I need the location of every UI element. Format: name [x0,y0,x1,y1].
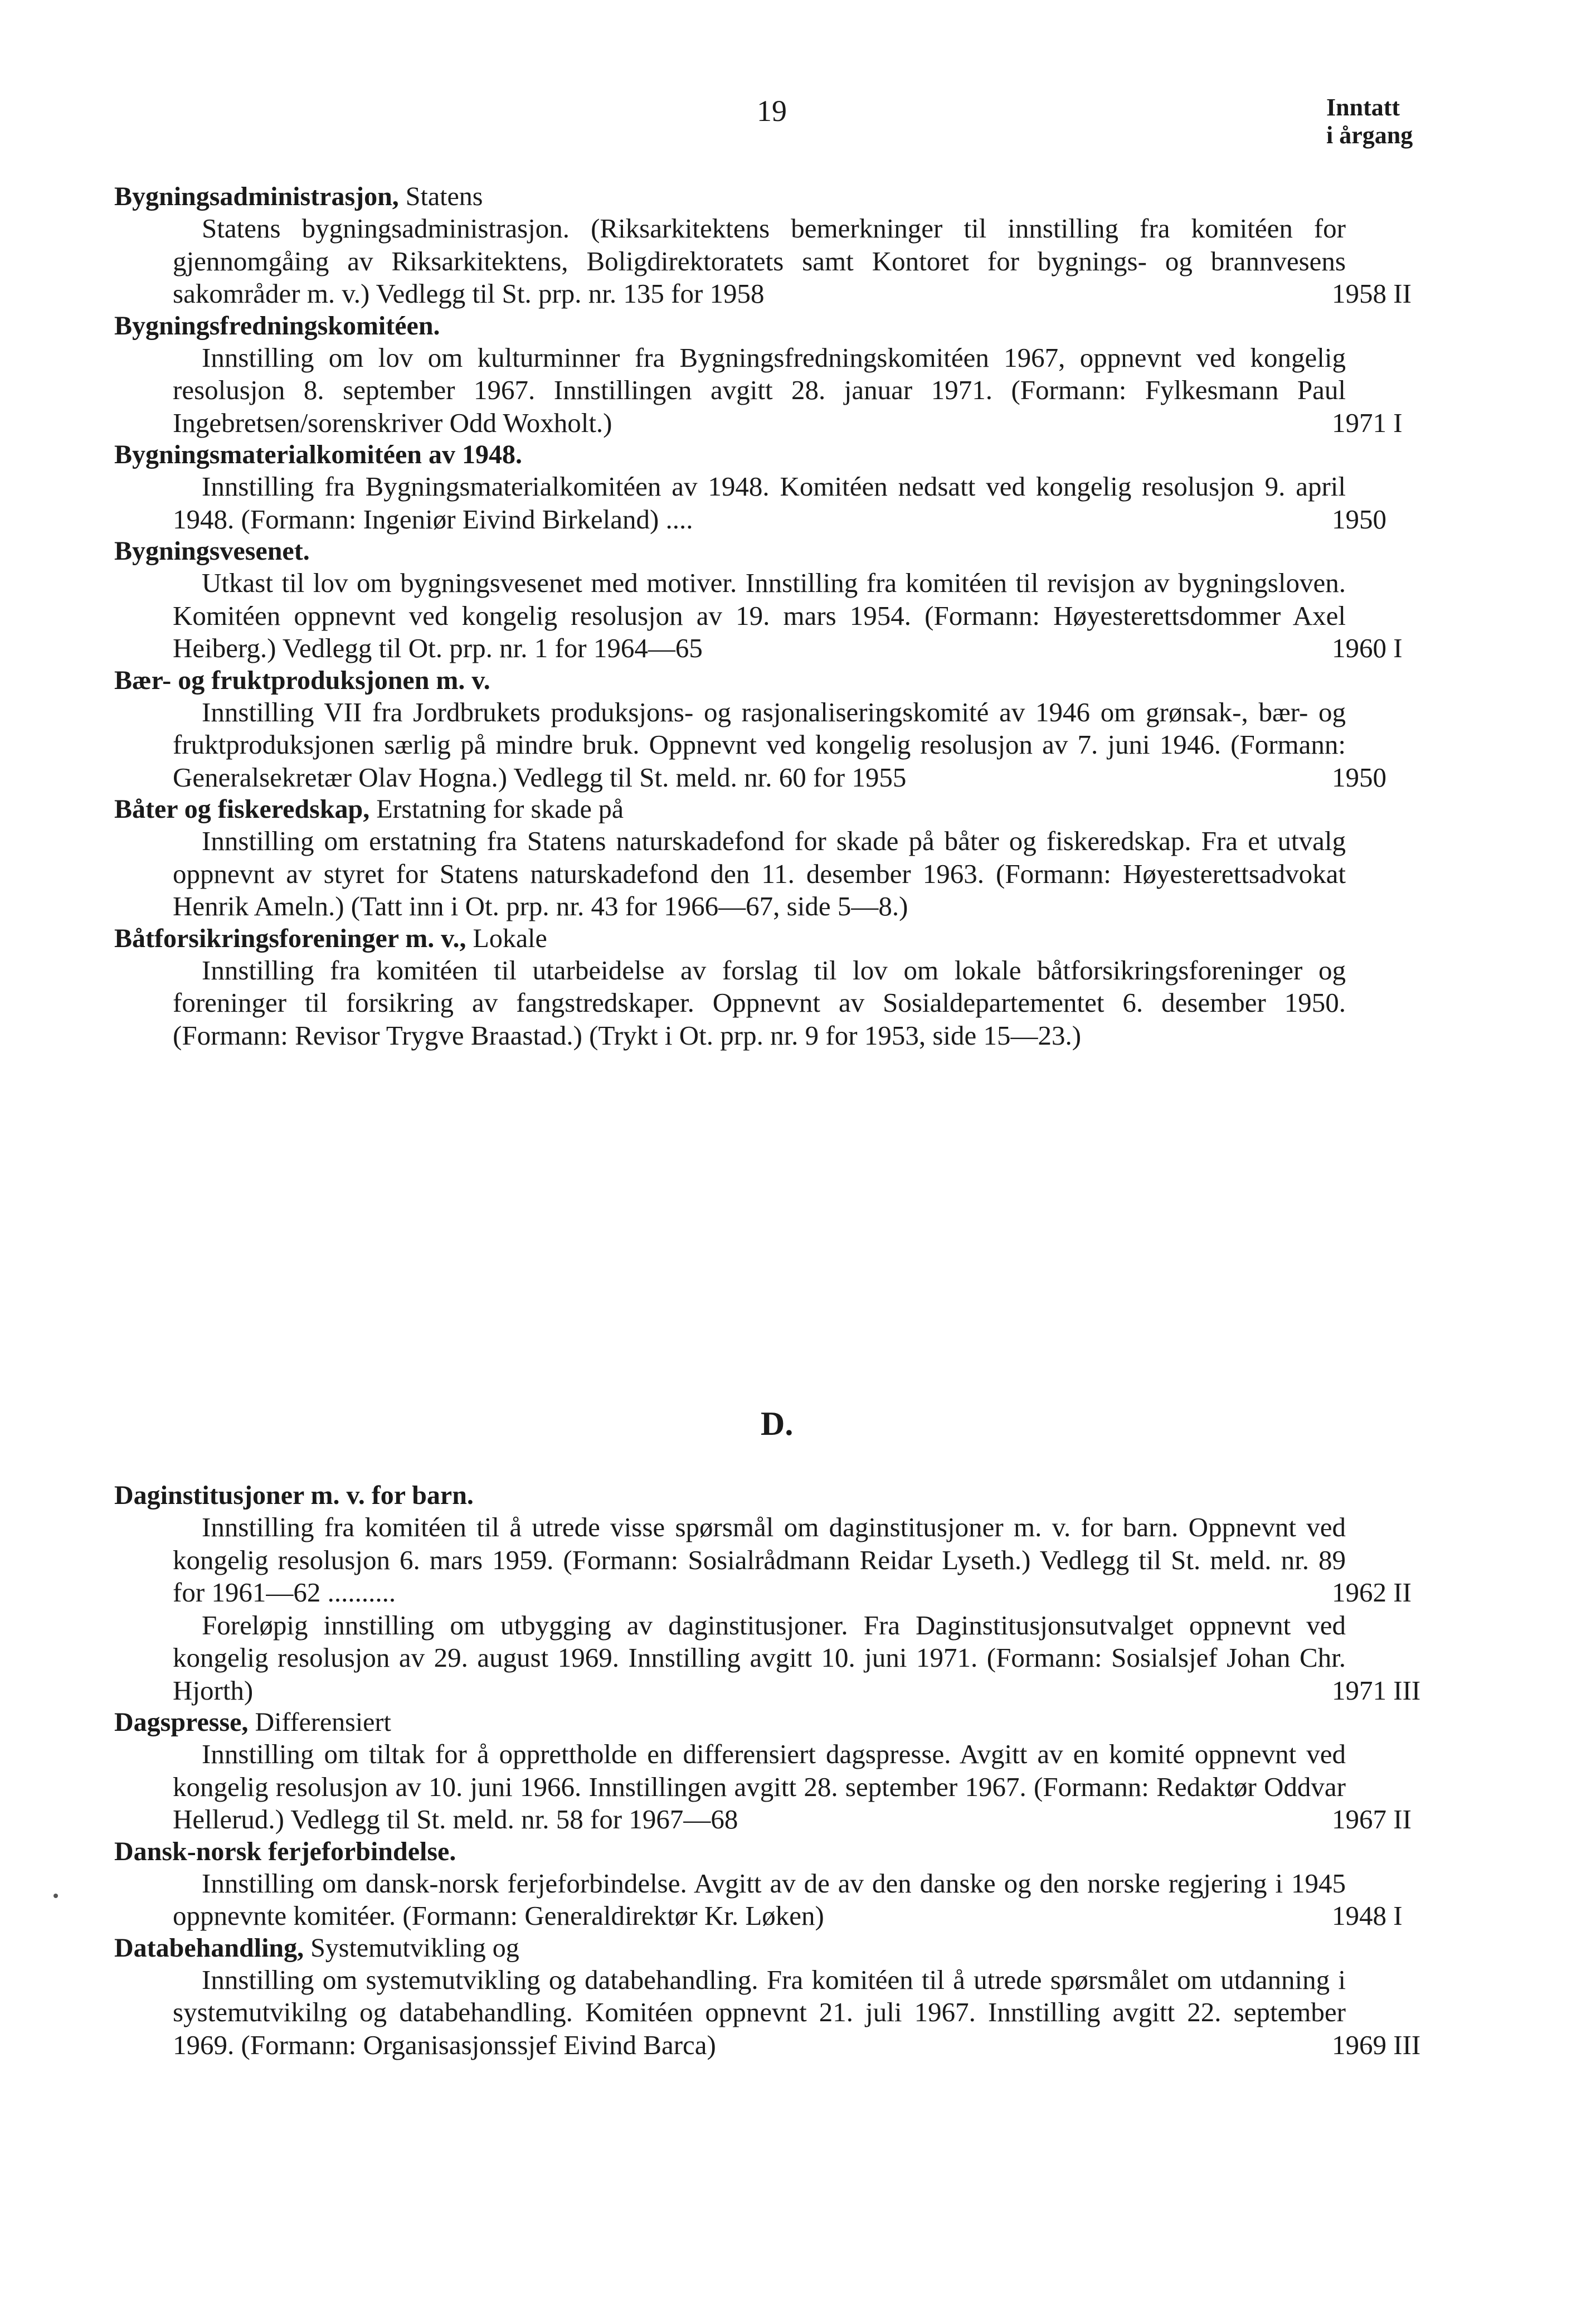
entry-heading-bold: Bygningsadministrasjon, [114,182,399,211]
entry-heading [114,181,1441,212]
entry-text-block [114,1964,1421,2062]
entry-text: Innstilling om dansk-norsk ferjeforbindelse. Avgitt av de av den danske og den norske regjering i 1945 oppnevnte komitéer. (Formann: Generaldirektør Kr. Løken) [173,1867,1346,1931]
entry-heading-bold: Bær- og fruktproduksjonen m. v. [114,665,490,695]
column-header [1326,94,1413,149]
entry-text-block [114,696,1386,794]
entry-heading-bold: Dagspresse, [114,1707,249,1737]
entry-year: 1950 [1332,503,1386,535]
entry-heading-bold: Dansk-norsk ferjeforbindelse. [114,1836,456,1866]
section-letter: D. [761,1405,794,1442]
entry-heading-rest: Systemutvikling og [304,1933,519,1963]
entry-heading-bold: Båtforsikringsforeninger m. v., [114,923,466,953]
entry-text: Innstilling om systemutvikling og databehandling. Fra komitéen til å utrede spørsmålet om utdanning i systemutvikilng og databehandling. Komitéen oppnevnt 21. juli 1967. Innstilling avgitt 22. september 1969. (Formann: Organisasjonssjef Eivind Barca) [173,1964,1346,2060]
entry-heading [114,439,1441,470]
entry-heading-rest: Statens [398,182,483,211]
entry-heading-rest: Erstatning for skade på [369,794,624,824]
column-header-line-2: i årgang [1326,122,1413,149]
entry-text: Innstilling om tiltak for å opprettholde en differensiert dagspresse. Avgitt av en komité oppnevnt ved kongelig resolusjon av 10. juni 1966. Innstillingen avgitt 28. september 1967. (Formann: Redaktør Oddvar Hellerud.) Vedlegg til St. meld. nr. 58 for 1967—68 [173,1739,1346,1835]
entry-text-block [114,1867,1403,1933]
index-entry [114,665,1441,794]
entry-text: Innstilling fra komitéen til å utrede visse spørsmål om daginstitusjoner m. v. for barn. Oppnevnt ved kongelig resolusjon 6. mars 1959. (Formann: Sosialrådmann Reidar Lyseth.) Vedlegg til St. meld. nr. 89 for 1961—62 .......... [173,1512,1346,1608]
entry-year: 1950 [1332,761,1386,793]
entry-year: 1971 I [1332,407,1403,438]
entry-heading [114,310,1441,342]
section-d-list [114,1480,1441,2061]
entry-year: 1969 III [1332,2029,1421,2060]
entry-text-block [114,212,1412,310]
entry-text-block [114,1738,1412,1836]
stray-mark [53,1894,58,1898]
entry-heading-bold: Bygningsmaterialkomitéen av 1948. [114,440,522,469]
index-entry [114,181,1441,310]
entry-text-block [114,567,1403,665]
entry-year: 1967 II [1332,1804,1412,1835]
entry-heading-bold: Båter og fiskeredskap, [114,794,370,824]
index-entry [114,1933,1441,2062]
entry-year: 1960 I [1332,633,1403,663]
entry-text: Innstilling om lov om kulturminner fra Bygningsfredningskomitéen 1967, oppnevnt ved kongelig resolusjon 8. september 1967. Innstillingen avgitt 28. januar 1971. (Formann: Fylkesmann Paul Ingebretsen/sorenskriver Odd Woxholt.) [173,342,1346,438]
entry-heading [114,536,1441,567]
entry-heading [114,1707,1441,1738]
entry-heading-bold: Daginstitusjoner m. v. for barn. [114,1481,474,1510]
entry-text: Innstilling fra komitéen til utarbeidelse av forslag til lov om lokale båtforsikringsforeninger og foreninger til forsikring av fangstredskaper. Oppnevnt av Sosialdepartementet 6. desember 1950. (Formann: Revisor Trygve Braastad.) (Trykt i Ot. prp. nr. 9 for 1953, side 15—23.) [173,954,1346,1051]
entry-year: 1958 II [1332,278,1412,309]
entry-heading-bold: Bygningsfredningskomitéen. [114,310,440,341]
entry-text: Innstilling VII fra Jordbrukets produksjons- og rasjonaliseringskomité av 1946 om grønsak-, bær- og fruktproduksjonen særlig på mindre bruk. Oppnevnt ved kongelig resolusjon av 7. juni 1946. (Formann: Generalsekretær Olav Hogna.) Vedlegg til St. meld. nr. 60 for 1955 [173,696,1346,793]
section-b-list [114,181,1441,1052]
entry-year: 1962 II [1332,1577,1412,1608]
column-header-line-1: Inntatt [1326,94,1400,121]
entry-text-block [114,342,1403,440]
entry-heading [114,1836,1441,1867]
entry-text-block [114,954,1346,1052]
entry-text: Innstilling om erstatning fra Statens naturskadefond for skade på båter og fiskeredskap. Fra et utvalg oppnevnt av styret for Statens naturskadefond den 11. desember 1963. (Formann: Høyesterettsadvokat Henrik Ameln.) (Tatt inn i Ot. prp. nr. 43 for 1966—67, side 5—8.) [173,826,1346,921]
entry-heading-bold: Databehandling, [114,1933,304,1963]
index-entry [114,1836,1441,1933]
entry-text: Statens bygningsadministrasjon. (Riksarkitektens bemerkninger til innstilling fra komitéen for gjennomgåing av Riksarkitektens, Boligdirektoratets samt Kontoret for bygnings- og brannvesens sakområder m. v.) Vedlegg til St. prp. nr. 135 for 1958 [173,213,1346,309]
entry-text-block [114,825,1346,923]
entry-text-block [114,470,1386,536]
entry-heading [114,923,1441,954]
index-entry [114,1707,1441,1836]
entry-heading [114,1933,1441,1964]
page-number: 19 [757,94,787,128]
index-entry [114,1609,1441,1707]
entry-year: 1971 III [1332,1675,1421,1706]
index-entry [114,794,1441,923]
index-entry [114,536,1441,665]
entry-text-block [114,1511,1412,1609]
entry-text: Utkast til lov om bygningsvesenet med motiver. Innstilling fra komitéen til revisjon av bygningsloven. Komitéen oppnevnt ved kongelig resolusjon av 19. mars 1954. (Formann: Høyesterettsdommer Axel Heiberg.) Vedlegg til Ot. prp. nr. 1 for 1964—65 [173,567,1346,663]
entry-year: 1948 I [1332,1900,1403,1931]
entry-heading [114,1480,1441,1511]
entry-text-block [114,1609,1421,1707]
entry-heading-rest: Lokale [466,923,547,953]
index-entry [114,439,1441,536]
entry-text: Foreløpig innstilling om utbygging av daginstitusjoner. Fra Daginstitusjonsutvalget oppnevnt ved kongelig resolusjon av 29. august 1969. Innstilling avgitt 10. juni 1971. (Formann: Sosialsjef Johan Chr. Hjorth) [173,1609,1346,1706]
entry-heading [114,794,1441,825]
entry-heading-bold: Bygningsvesenet. [114,536,310,566]
index-entry [114,1480,1441,1609]
index-entry [114,310,1441,440]
entry-text: Innstilling fra Bygningsmaterialkomitéen av 1948. Komitéen nedsatt ved kongelig resolusjon 9. april 1948. (Formann: Ingeniør Eivind Birkeland) .... [173,471,1346,535]
index-entry [114,923,1441,1052]
entry-heading [114,665,1441,696]
entry-heading-rest: Differensiert [248,1707,391,1737]
